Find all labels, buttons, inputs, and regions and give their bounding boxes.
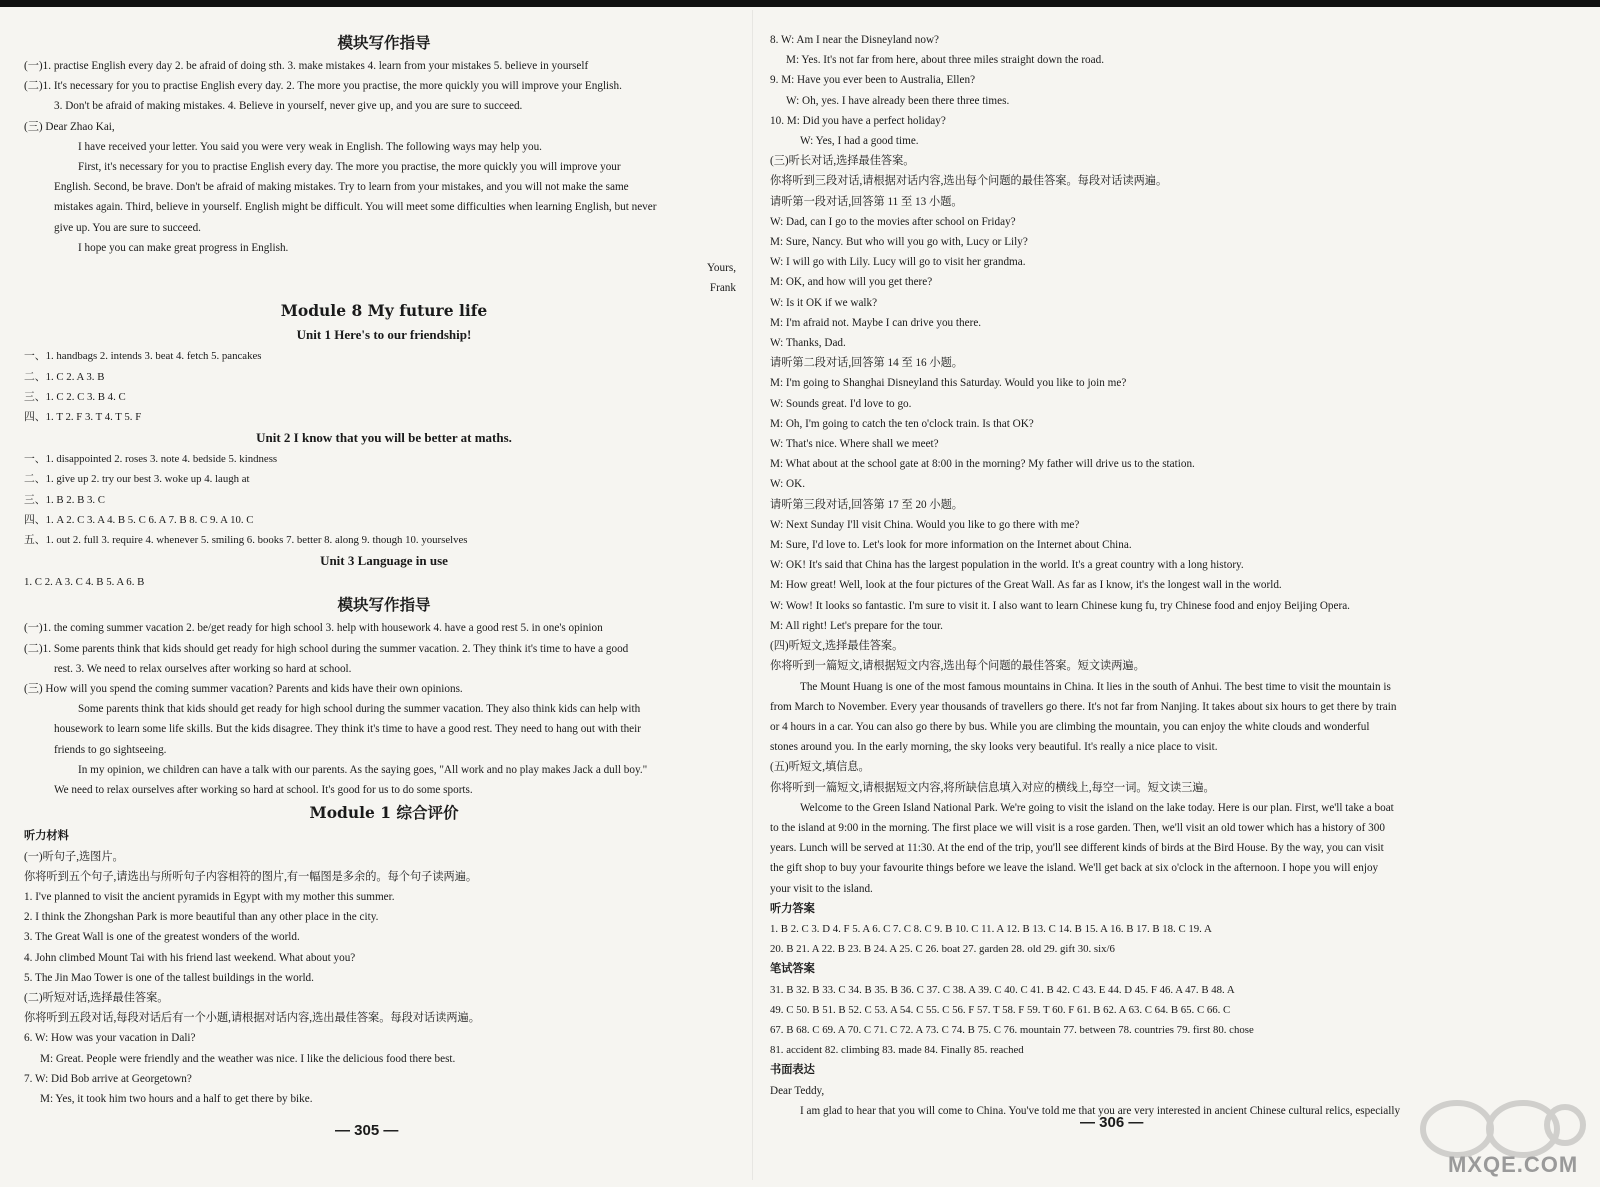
text-line: W: Sounds great. I'd love to go.: [770, 397, 912, 410]
text-line: (三)听长对话,选择最佳答案。: [770, 155, 915, 168]
text-line: (一)听句子,选图片。: [24, 850, 124, 863]
watermark-text: MXQE.COM: [1448, 1152, 1579, 1177]
text-line: 3. The Great Wall is one of the greatest wonders of the world.: [24, 931, 300, 944]
text-line: 5. The Jin Mao Tower is one of the tallest buildings in the world.: [24, 971, 314, 984]
answer-line: 20. B 21. A 22. B 23. B 24. A 25. C 26. boat 27. garden 28. old 29. gift 30. six/6: [770, 943, 1115, 956]
text-line: (四)听短文,选择最佳答案。: [770, 640, 904, 653]
answer-line: 四、1. T 2. F 3. T 4. T 5. F: [24, 411, 142, 424]
section-heading: Module 8 My future life: [280, 301, 488, 321]
top-edge-bar: [0, 0, 1600, 7]
text-line: M: Sure, Nancy. But who will you go with, Lucy or Lily?: [770, 236, 1028, 249]
page-number-right: — 306 —: [1080, 1114, 1144, 1131]
text-line: W: Thanks, Dad.: [770, 337, 846, 350]
text-line: 2. I think the Zhongshan Park is more beautiful than any other place in the city.: [24, 911, 379, 924]
section-heading: Module 1 综合评价: [309, 803, 459, 823]
text-line: M: I'm afraid not. Maybe I can drive you there.: [770, 316, 982, 329]
page-number-left: — 305 —: [335, 1122, 399, 1139]
text-line: give up. You are sure to succeed.: [54, 221, 201, 234]
text-line: W: That's nice. Where shall we meet?: [770, 438, 939, 451]
text-line: Welcome to the Green Island National Park. We're going to visit the island on the lake today. Here is our plan. First, we'll take a boat: [800, 801, 1394, 814]
text-line: M: What about at the school gate at 8:00 in the morning? My father will drive us to the station.: [770, 458, 1195, 471]
text-line: 你将听到五个句子,请选出与所听句子内容相符的图片,有一幅图是多余的。每个句子读两遍。: [24, 870, 478, 883]
answer-line: 三、1. B 2. B 3. C: [24, 493, 105, 506]
text-line: M: All right! Let's prepare for the tour.: [770, 619, 943, 632]
text-line: from March to November. Every year thousands of travellers go there. It's not far from Nanjing. It takes about six hours to get there by train: [770, 700, 1397, 713]
text-line: 3. Don't be afraid of making mistakes. 4. Believe in yourself, never give up, and you are sure to succeed.: [54, 100, 523, 113]
text-line: 9. M: Have you ever been to Australia, Ellen?: [770, 74, 976, 87]
answer-line: 二、1. give up 2. try our best 3. woke up 4. laugh at: [24, 473, 250, 486]
answer-line: 81. accident 82. climbing 83. made 84. Finally 85. reached: [770, 1044, 1024, 1057]
text-line: 请听第二段对话,回答第 14 至 16 小题。: [770, 357, 963, 370]
text-line: M: OK, and how will you get there?: [770, 276, 933, 289]
text-line: 请听第三段对话,回答第 17 至 20 小题。: [770, 498, 963, 511]
text-line: We need to relax ourselves after working so hard at school. It's good for us to do some sports.: [54, 784, 473, 797]
text-line: W: Oh, yes. I have already been there three times.: [786, 94, 1010, 107]
text-line: mistakes again. Third, believe in yourself. English might be difficult. You will meet some difficulties when learning English, but never: [54, 201, 657, 214]
text-line: W: I will go with Lily. Lucy will go to visit her grandma.: [770, 256, 1026, 269]
section-heading: 模块写作指导: [337, 33, 431, 52]
answer-line: 四、1. A 2. C 3. A 4. B 5. C 6. A 7. B 8. C 9. A 10. C: [24, 513, 254, 526]
text-line: W: Is it OK if we walk?: [770, 296, 878, 309]
text-line: M: Yes, it took him two hours and a half to get there by bike.: [40, 1092, 313, 1105]
text-line: rest. 3. We need to relax ourselves after working so hard at school.: [54, 662, 352, 675]
left-page: [24, 30, 744, 1109]
text-line: 你将听到三段对话,请根据对话内容,选出每个问题的最佳答案。每段对话读两遍。: [770, 175, 1168, 188]
answer-line: 49. C 50. B 51. B 52. C 53. A 54. C 55. C 56. F 57. T 58. F 59. T 60. F 61. B 62. A 63. C 64. B 65. C 66. C: [770, 1003, 1231, 1016]
text-line: 1. I've planned to visit the ancient pyramids in Egypt with my mother this summer.: [24, 890, 395, 903]
answer-line: 一、1. disappointed 2. roses 3. note 4. bedside 5. kindness: [24, 453, 278, 466]
page-fold: [752, 10, 753, 1180]
text-line: 8. W: Am I near the Disneyland now?: [770, 34, 940, 46]
text-line: M: Oh, I'm going to catch the ten o'clock train. Is that OK?: [770, 417, 1034, 430]
text-line: 4. John climbed Mount Tai with his friend last weekend. What about you?: [24, 951, 356, 964]
text-line: (一)1. the coming summer vacation 2. be/get ready for high school 3. help with housework 4. have a good rest 5. in one's opinion: [24, 622, 603, 635]
text-line: 你将听到一篇短文,请根据短文内容,将所缺信息填入对应的横线上,每空一词。短文读三遍。: [770, 781, 1215, 794]
section-heading: 模块写作指导: [337, 595, 431, 615]
text-line: W: Yes, I had a good time.: [800, 135, 919, 148]
subsection-label: 听力答案: [770, 902, 815, 915]
text-line: your visit to the island.: [770, 882, 873, 895]
text-line: (一)1. practise English every day 2. be afraid of doing sth. 3. make mistakes 4. learn from your mistakes 5. believe in yourself: [24, 60, 589, 72]
text-line: to the island at 9:00 in the morning. The first place we will visit is a rose garden. Then, we'll visit an old tower which has a history of 300: [770, 821, 1385, 834]
text-line: years. Lunch will be served at 11:30. At the end of the trip, you'll see different kinds of birds at the Bird House. By the way, you can visit: [770, 842, 1384, 855]
text-line: Some parents think that kids should get ready for high school during the summer vacation. They also think kids can help with: [78, 703, 641, 716]
text-line: I have received your letter. You said you were very weak in English. The following ways may help you.: [78, 140, 542, 153]
subsection-label: 笔试答案: [770, 963, 815, 976]
text-line: the gift shop to buy your favourite things before we leave the island. We'll get back at six o'clock in the afternoon. I hope you will enjoy: [770, 862, 1379, 875]
unit-heading: Unit 2 I know that you will be better at maths.: [256, 430, 512, 446]
text-line: friends to go sightseeing.: [54, 743, 167, 756]
text-line: First, it's necessary for you to practise English every day. The more you practise, the more quickly you will improve your: [78, 161, 621, 174]
right-page: [770, 30, 1510, 1121]
text-line: housework to learn some life skills. But the kids disagree. They think it's time to have a good rest. They need to hang out with their: [54, 723, 641, 736]
answer-line: 1. B 2. C 3. D 4. F 5. A 6. C 7. C 8. C 9. B 10. C 11. A 12. B 13. C 14. B 15. A 16. B 17. B 18. C 19. A: [770, 922, 1212, 935]
text-line: 你将听到五段对话,每段对话后有一个小题,请根据对话内容,选出最佳答案。每段对话读两遍。: [24, 1012, 480, 1025]
text-line: 你将听到一篇短文,请根据短文内容,选出每个问题的最佳答案。短文读两遍。: [770, 660, 1145, 673]
text-line: M: Sure, I'd love to. Let's look for more information on the Internet about China.: [770, 539, 1132, 552]
answer-line: 三、1. C 2. C 3. B 4. C: [24, 390, 126, 403]
text-line: M: I'm going to Shanghai Disneyland this Saturday. Would you like to join me?: [770, 377, 1127, 390]
answer-line: 二、1. C 2. A 3. B: [24, 370, 105, 383]
text-line: M: How great! Well, look at the four pictures of the Great Wall. As far as I know, it's the longest wall in the world.: [770, 579, 1282, 592]
text-line: M: Yes. It's not far from here, about three miles straight down the road.: [786, 54, 1104, 67]
text-line: I am glad to hear that you will come to China. You've told me that you are very interested in ancient Chinese cultural relics, especially: [800, 1104, 1401, 1117]
text-line: W: Next Sunday I'll visit China. Would you like to go there with me?: [770, 518, 1080, 531]
text-line: or 4 hours in a car. You can also go there by bus. While you are climbing the mountain, you can enjoy the white clouds and wonderful: [770, 720, 1370, 733]
text-line: Dear Teddy,: [770, 1084, 825, 1097]
subsection-label: 书面表达: [770, 1064, 815, 1077]
text-line: W: OK.: [770, 478, 806, 491]
text-line: 7. W: Did Bob arrive at Georgetown?: [24, 1072, 192, 1085]
unit-heading: Unit 3 Language in use: [320, 553, 448, 569]
text-line: W: Wow! It looks so fantastic. I'm sure to visit it. I also want to learn Chinese kung fu, try Chinese food and enjoy Beijing Opera.: [770, 599, 1350, 612]
text-line: W: OK! It's said that China has the largest population in the world. It's a great country with a long history.: [770, 559, 1244, 572]
text-line: (五)听短文,填信息。: [770, 761, 870, 774]
text-line: W: Dad, can I go to the movies after school on Friday?: [770, 215, 1016, 228]
text-line: M: Great. People were friendly and the weather was nice. I like the delicious food there best.: [40, 1052, 456, 1065]
text-line: (二)1. It's necessary for you to practise English every day. 2. The more you practise, the more quickly you will improve your English.: [24, 80, 622, 93]
answer-line: 一、1. handbags 2. intends 3. beat 4. fetch 5. pancakes: [24, 350, 262, 363]
text-line: The Mount Huang is one of the most famous mountains in China. It lies in the south of Anhui. The best time to visit the mountain is: [800, 680, 1391, 693]
text-line: 请听第一段对话,回答第 11 至 13 小题。: [770, 195, 963, 208]
text-line: (二)1. Some parents think that kids should get ready for high school during the summer vacation. 2. They think it's time to have a good: [24, 642, 629, 655]
text-line: 10. M: Did you have a perfect holiday?: [770, 114, 946, 127]
text-line: English. Second, be brave. Don't be afraid of making mistakes. Try to learn from your mistakes, and you will not make the same: [54, 181, 629, 194]
subsection-label: 听力材料: [24, 830, 69, 843]
text-line: Frank: [709, 282, 736, 295]
text-line: Yours,: [706, 262, 736, 275]
text-line: (三) Dear Zhao Kai,: [24, 120, 115, 133]
text-line: 6. W: How was your vacation in Dali?: [24, 1032, 196, 1045]
text-line: (二)听短对话,选择最佳答案。: [24, 991, 169, 1004]
answer-line: 67. B 68. C 69. A 70. C 71. C 72. A 73. C 74. B 75. C 76. mountain 77. between 78. countries 79. first 80. chose: [770, 1023, 1254, 1036]
answer-line: 五、1. out 2. full 3. require 4. whenever 5. smiling 6. books 7. better 8. along 9. though 10. yourselves: [24, 534, 468, 547]
unit-heading: Unit 1 Here's to our friendship!: [296, 327, 472, 343]
answer-line: 31. B 32. B 33. C 34. B 35. B 36. C 37. C 38. A 39. C 40. C 41. B 42. C 43. E 44. D 45. F 46. A 47. B 48. A: [770, 983, 1235, 996]
text-line: In my opinion, we children can have a talk with our parents. As the saying goes, "All work and no play makes Jack a dull boy.": [78, 763, 648, 776]
text-line: (三) How will you spend the coming summer vacation? Parents and kids have their own opinions.: [24, 683, 463, 696]
answer-line: 1. C 2. A 3. C 4. B 5. A 6. B: [24, 576, 145, 589]
text-line: stones around you. In the early morning, the sky looks very beautiful. It's really a nice place to visit.: [770, 741, 1218, 754]
text-line: I hope you can make great progress in English.: [78, 241, 289, 254]
